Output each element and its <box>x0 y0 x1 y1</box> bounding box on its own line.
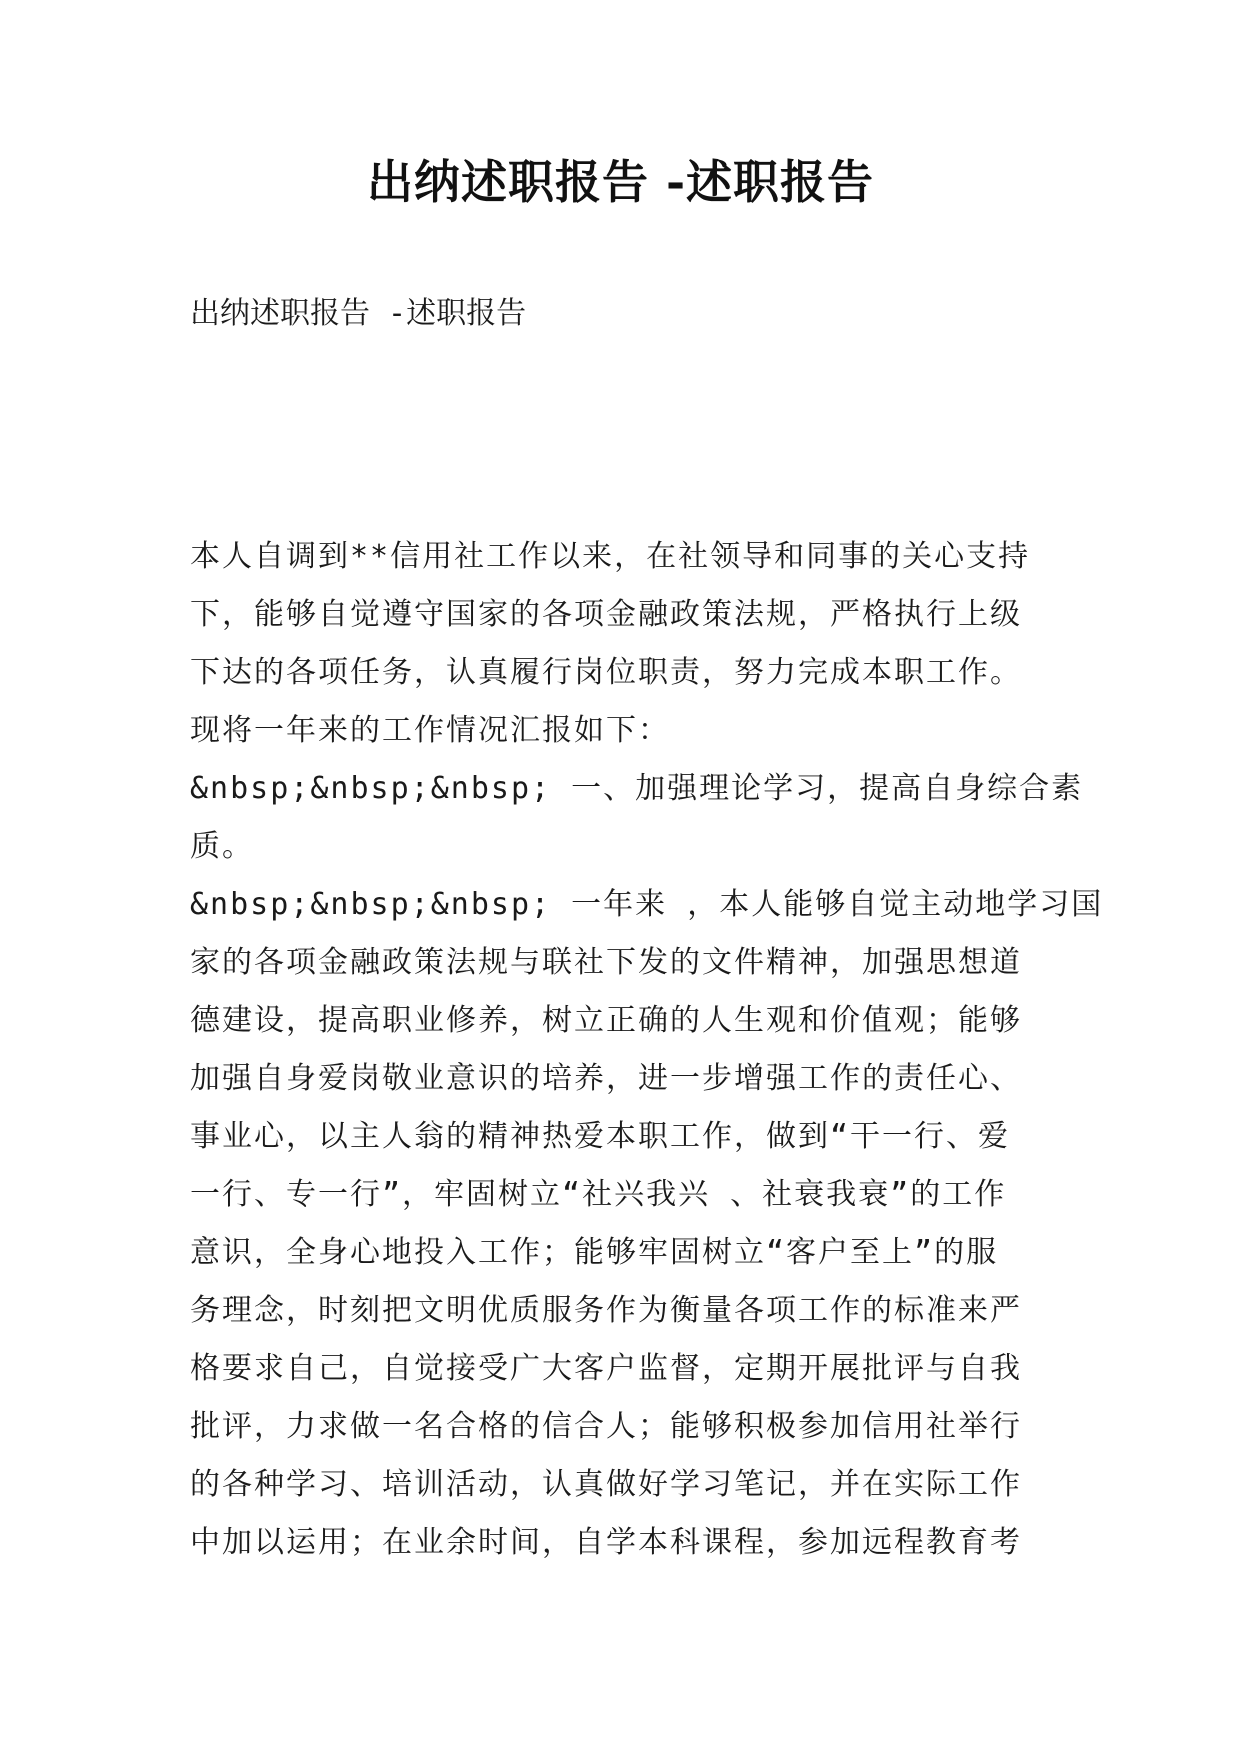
body-line: 格要求自己，自觉接受广大客户监督，定期开展批评与自我 <box>190 1351 1022 1386</box>
body-line: &nbsp;&nbsp;&nbsp; 一、加强理论学习，提高自身综合素 <box>190 771 1084 806</box>
body-line: 现将一年来的工作情况汇报如下： <box>190 713 670 748</box>
body-line: 中加以运用；在业余时间，自学本科课程，参加远程教育考 <box>190 1525 1022 1560</box>
body-line: 本人自调到**信用社工作以来，在社领导和同事的关心支持 <box>190 539 1031 574</box>
document-body <box>190 528 1104 1572</box>
body-line: 一行、专一行”，牢固树立“社兴我兴 、社衰我衰”的工作 <box>190 1177 1007 1212</box>
document-title: 出纳述职报告 -述职报告 <box>366 155 875 209</box>
body-line: 加强自身爱岗敬业意识的培养，进一步增强工作的责任心、 <box>190 1061 1022 1096</box>
body-line: 下达的各项任务，认真履行岗位职责，努力完成本职工作。 <box>190 655 1022 690</box>
document-subtitle: 出纳述职报告 -述职报告 <box>190 296 527 331</box>
body-line: 意识，全身心地投入工作；能够牢固树立“客户至上”的服 <box>190 1235 999 1270</box>
body-line: 的各种学习、培训活动，认真做好学习笔记，并在实际工作 <box>190 1467 1022 1502</box>
body-line: &nbsp;&nbsp;&nbsp; 一年来 ，本人能够自觉主动地学习国 <box>190 887 1104 922</box>
body-line: 质。 <box>190 829 254 864</box>
body-line: 家的各项金融政策法规与联社下发的文件精神，加强思想道 <box>190 945 1022 980</box>
body-line: 德建设，提高职业修养，树立正确的人生观和价值观；能够 <box>190 1003 1022 1038</box>
body-line: 批评，力求做一名合格的信合人；能够积极参加信用社举行 <box>190 1409 1022 1444</box>
body-line: 务理念，时刻把文明优质服务作为衡量各项工作的标准来严 <box>190 1293 1022 1328</box>
body-line: 事业心，以主人翁的精神热爱本职工作，做到“干一行、爱 <box>190 1119 1011 1154</box>
body-line: 下，能够自觉遵守国家的各项金融政策法规，严格执行上级 <box>190 597 1022 632</box>
